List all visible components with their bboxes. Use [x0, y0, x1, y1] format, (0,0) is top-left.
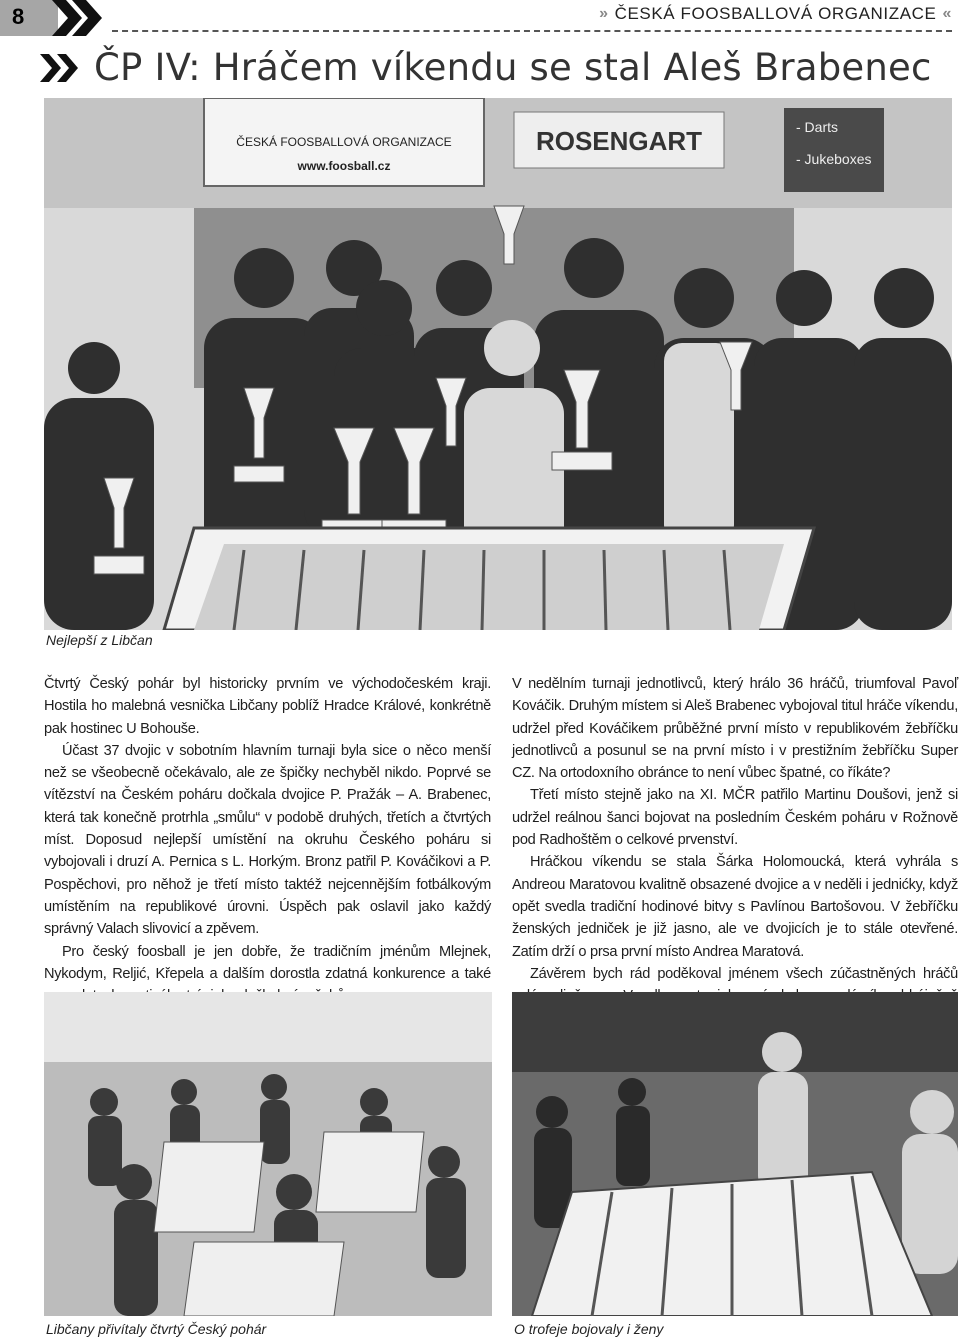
right-paragraph-2: Třetí místo stejně jako na XI. MČR patřilo Martinu Doušovi, jenž si udržel reálnou šanci bojovat na posledním Českém poháru v Rožnově pod Radhoštěm o celkové prvenství.: [512, 787, 958, 849]
right-column: [512, 673, 958, 1030]
organization-label: [599, 4, 952, 24]
left-paragraph-2: Účast 37 dvojic v sobotním hlavním turnaji byla sice o něco menší než se všeobecně očekávalo, ale ze špičky nechyběl nikdo. Poprvé se vítězství na Českém poháru dočkala dvojice P. Pražák – A. Brabenec, která tak konečně protrhla „smůlu“ v podobě druhých, třetích a čtvrtých míst. Doposud nejlepší umístění na okruhu Českého poháru si vybojovali i druzí A. Pernica s L. Horkým. Bronz patřil P. Kováčikovi a P. Pospěchovi, pro něhož je třetí místo taktéž nejcennějším fotbálkovým umístěním na republikové úrovni. Úspěch pak oslavil jako každý správný Valach slivovicí a zpěvem.: [44, 742, 491, 938]
bottom-right-photo: [512, 992, 958, 1316]
article-title: ČP IV: Hráčem víkendu se stal Aleš Brabenec: [94, 46, 932, 89]
right-paragraph-4: Závěrem bych rád poděkoval jménem všech zúčastněných hráčů: [530, 965, 958, 982]
bottom-right-caption: O trofeje bojovaly i ženy: [514, 1321, 664, 1337]
chevron-right-icon: »: [599, 5, 609, 22]
page-number: 8: [12, 4, 25, 29]
top-photo-caption: Nejlepší z Libčan: [46, 632, 153, 648]
photo-sign-jukeboxes: - Jukeboxes: [796, 151, 872, 167]
double-chevron-icon: [52, 0, 108, 36]
photo-banner-url: www.foosball.cz: [297, 159, 391, 173]
right-paragraph-3: Hráčkou víkendu se stala Šárka Holomoucká, která vyhrála s Andreou Maratovou kvalitně obsazené dvojice a v neděli i jednićky, když opět svedla tradiční hodinové bitvy s Pavlínou Bartošovou. V žebříčku ženských jedniček je již jasno, ale ve dvojicích je to stále otevřené. Zatím drží o prsa první místo Andrea Maratová.: [512, 854, 958, 960]
photo-sponsor: ROSENGART: [535, 126, 703, 156]
bottom-left-photo: [44, 992, 492, 1316]
page-number-box: [0, 0, 58, 36]
right-paragraph-1: V nedělním turnaji jednotlivců, který hrálo 36 hráčů, triumfoval Pavoľ Kováčik. Druhým místem si Aleš Brabenec vybojoval titul hráče víkendu, udržel před Kováčikem průběžné první místo v republikovém žebříčku jednotlivců a posunul se na první místo i v prestižním žebříčku Super CZ. Na ortodoxního obránce to není vůbec špatné, co říkáte?: [512, 676, 958, 782]
photo-banner-org: ČESKÁ FOOSBALLOVÁ ORGANIZACE: [236, 135, 452, 149]
photo-sign-darts: - Darts: [796, 119, 838, 135]
header-rule: [112, 30, 952, 32]
organization-name: ČESKÁ FOOSBALLOVÁ ORGANIZACE: [614, 4, 937, 23]
left-column: [44, 673, 491, 1007]
chevron-left-icon: «: [942, 5, 952, 22]
top-photo: [44, 98, 952, 630]
bottom-left-caption: Libčany přivítaly čtvrtý Český pohár: [46, 1321, 267, 1337]
article-title-row: [40, 46, 932, 89]
left-paragraph-1: Čtvrtý Český pohár byl historicky prvním ve východočeském kraji. Hostila ho malebná vesnička Libčany poblíž Hradce Králové, konkrétně pak hostinec U Bohouše.: [44, 676, 491, 737]
double-chevron-icon: [40, 52, 84, 84]
left-paragraph-3: Pro český foosball je jen dobře, že tradičním jménům Mlejnek, Nykodym, Reljić, Křepela a dalším dorostla zdatná konkurence a také: [44, 943, 491, 982]
